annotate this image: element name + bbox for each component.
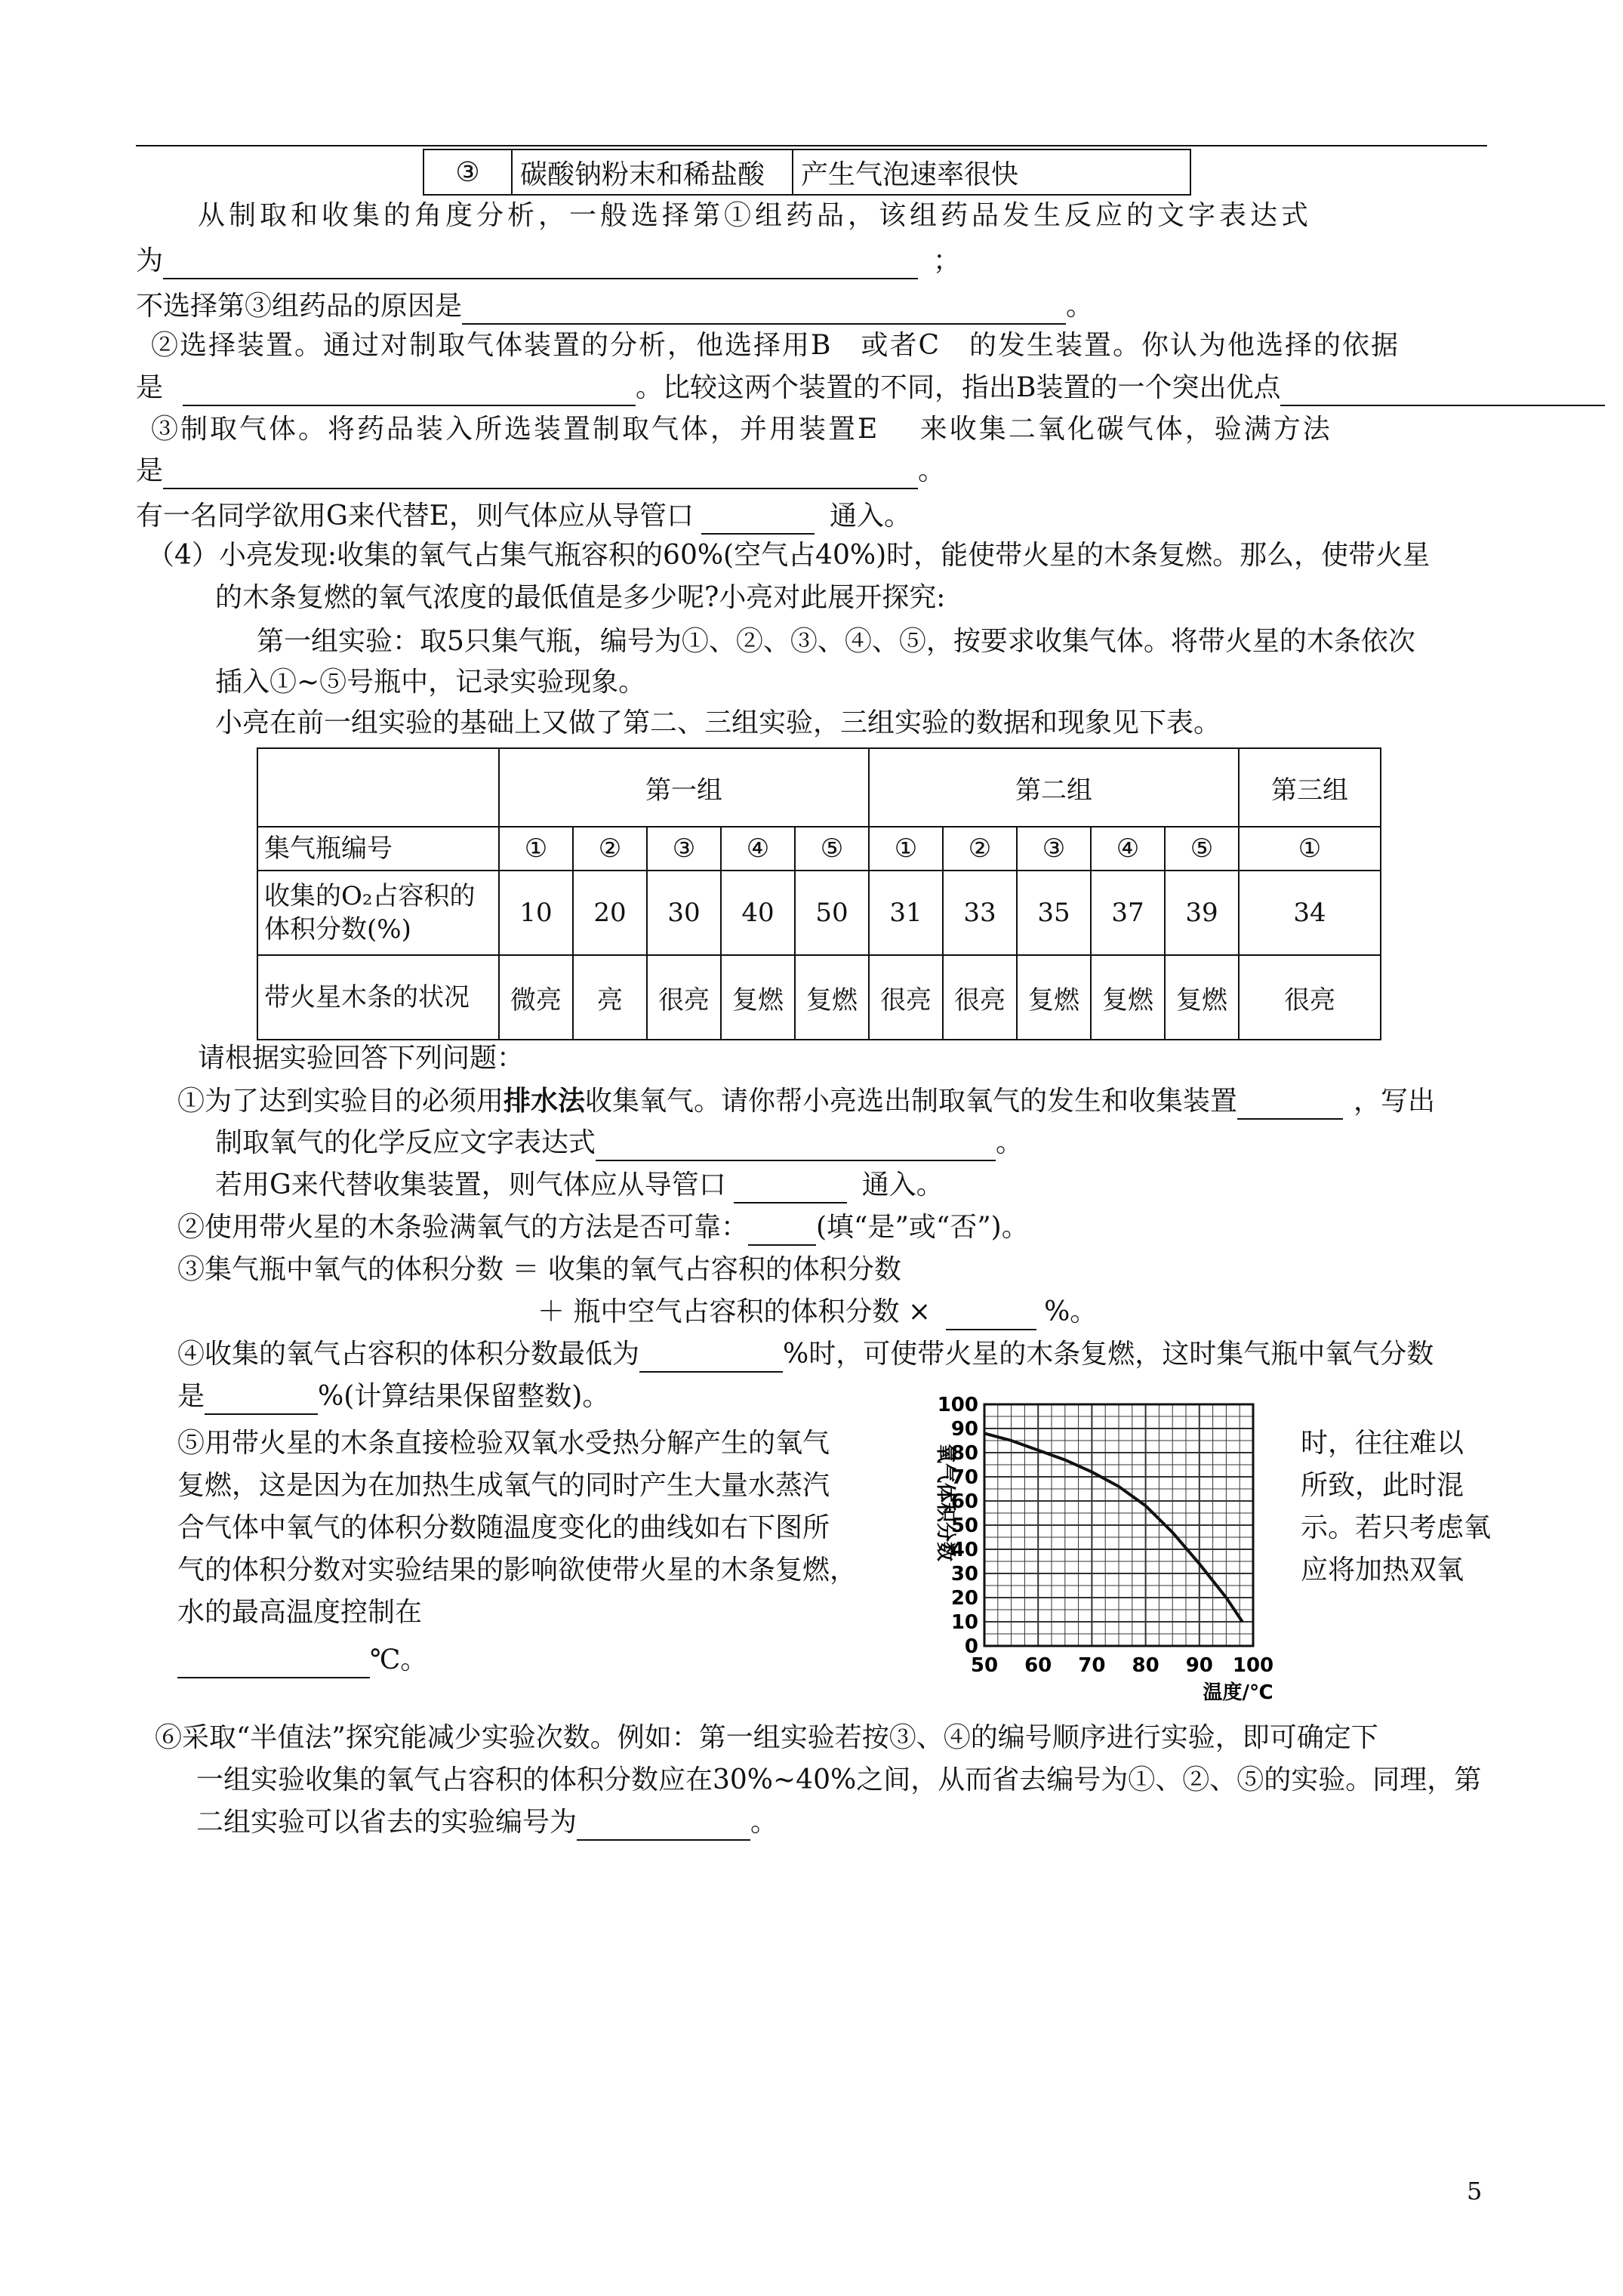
answer-blank[interactable] xyxy=(163,251,918,279)
text-line: ③集气瓶中氧气的体积分数 ＝ 收集的氧气占容积的体积分数 xyxy=(177,1254,901,1285)
text-line: 所致，此时混 xyxy=(1301,1470,1464,1501)
text-line: ⑤用带火星的木条直接检验双氧水受热分解产生的氧气 xyxy=(177,1428,830,1459)
y-tick-label: 50 xyxy=(950,1515,978,1537)
y-tick-label: 30 xyxy=(950,1563,978,1586)
text-line: ＋ 瓶中空气占容积的体积分数 × %。 xyxy=(537,1294,1097,1330)
table-cell: 31 xyxy=(869,871,943,955)
table-cell: ④ xyxy=(1091,827,1165,871)
answer-blank[interactable] xyxy=(596,1133,996,1161)
answer-blank[interactable] xyxy=(1237,1091,1343,1120)
text-line: 是 。 xyxy=(136,453,945,489)
experiment-table xyxy=(257,747,1381,1040)
oxygen-fraction-chart xyxy=(921,1389,1283,1706)
group-header: 第一组 xyxy=(499,748,869,827)
table-cell: 10 xyxy=(499,871,573,955)
x-tick-label: 70 xyxy=(1078,1654,1106,1677)
table-cell: 33 xyxy=(943,871,1017,955)
answer-blank[interactable] xyxy=(946,1302,1036,1330)
text-line: 水的最高温度控制在 xyxy=(177,1597,423,1628)
text-line: 不选择第③组药品的原因是 。 xyxy=(136,288,1093,325)
text-line: ④收集的氧气占容积的体积分数最低为 %时，可使带火星的木条复燃，这时集气瓶中氧气分数 xyxy=(177,1336,1434,1373)
y-tick-label: 80 xyxy=(950,1442,978,1465)
text-line: ③制取气体。将药品装入所选装置制取气体，并用装置E 来收集二氧化碳气体，验满方法 xyxy=(151,414,1332,445)
text-line: 二组实验可以省去的实验编号为 。 xyxy=(196,1804,778,1841)
text-line: （4）小亮发现:收集的氧气占集气瓶容积的60%(空气占40%)时，能使带火星的木条复燃。那么，使带火星 xyxy=(147,540,1431,571)
text-line: 复燃，这是因为在加热生成氧气的同时产生大量水蒸汽 xyxy=(177,1470,830,1501)
table-cell: 40 xyxy=(721,871,795,955)
table-cell: 很亮 xyxy=(1239,955,1381,1040)
table-cell: ③ xyxy=(1017,827,1091,871)
text-line: 从制取和收集的角度分析，一般选择第①组药品，该组药品发生反应的文字表达式 xyxy=(198,200,1313,231)
table-row xyxy=(257,827,1381,871)
table-cell: 50 xyxy=(795,871,869,955)
table-row xyxy=(257,748,1381,827)
x-tick-label: 50 xyxy=(970,1654,999,1677)
text-line: 有一名同学欲用G来代替E，则气体应从导管口 通入。 xyxy=(136,498,911,535)
table-cell: ② xyxy=(943,827,1017,871)
answer-blank[interactable] xyxy=(205,1386,318,1415)
text-line: 的木条复燃的氧气浓度的最低值是多少呢?小亮对此展开探究: xyxy=(215,582,946,613)
series-line xyxy=(984,1433,1243,1622)
reagent-num: ③ xyxy=(423,149,512,195)
y-tick-label: 90 xyxy=(950,1418,978,1441)
text-line: 气的体积分数对实验结果的影响欲使带火星的木条复燃， xyxy=(177,1555,858,1586)
text-line: ℃。 xyxy=(177,1642,427,1678)
x-tick-label: 80 xyxy=(1132,1654,1160,1677)
table-cell: 很亮 xyxy=(943,955,1017,1040)
answer-blank[interactable] xyxy=(462,296,1066,325)
text-line: 是 。比较这两个装置的不同，指出B装置的一个突出优点 xyxy=(136,370,1605,406)
table-cell: 复燃 xyxy=(1017,955,1091,1040)
table-cell: ① xyxy=(499,827,573,871)
row-label: 收集的O₂占容积的体积分数(%) xyxy=(257,871,499,955)
table-cell: 复燃 xyxy=(1091,955,1165,1040)
answer-blank[interactable] xyxy=(177,1650,370,1678)
group-header: 第二组 xyxy=(869,748,1239,827)
text-line: ⑥采取“半值法”探究能减少实验次数。例如：第一组实验若按③、④的编号顺序进行实验，即可确定下 xyxy=(155,1722,1378,1753)
x-tick-label: 60 xyxy=(1024,1654,1052,1677)
table-cell: ① xyxy=(1239,827,1381,871)
text-line: 若用G来代替收集装置，则气体应从导管口 通入。 xyxy=(215,1167,944,1203)
answer-blank[interactable] xyxy=(748,1217,816,1246)
y-tick-label: 100 xyxy=(937,1394,978,1416)
table-cell: 20 xyxy=(573,871,647,955)
answer-blank[interactable] xyxy=(577,1812,750,1841)
text-line: ②使用带火星的木条验满氧气的方法是否可靠： (填“是”或“否”)。 xyxy=(177,1210,1029,1246)
text-line: 为 ； xyxy=(136,243,960,279)
table-cell: 37 xyxy=(1091,871,1165,955)
table-row xyxy=(257,871,1381,955)
page-number: 5 xyxy=(1467,2177,1483,2205)
text-line: 请根据实验回答下列问题： xyxy=(198,1043,525,1074)
text-line: 是 %(计算结果保留整数)。 xyxy=(177,1379,609,1415)
y-axis-label: 氧气体积分数 xyxy=(934,1443,956,1562)
y-tick-label: 20 xyxy=(950,1587,978,1610)
table-cell: 微亮 xyxy=(499,955,573,1040)
table-cell: 39 xyxy=(1165,871,1239,955)
answer-blank[interactable] xyxy=(1280,378,1605,406)
y-tick-label: 40 xyxy=(950,1539,978,1561)
table-cell: 34 xyxy=(1239,871,1381,955)
table-cell: 复燃 xyxy=(795,955,869,1040)
table-row xyxy=(423,149,1190,195)
text-line: ②选择装置。通过对制取气体装置的分析，他选择用B 或者C 的发生装置。你认为他选择的依据 xyxy=(151,330,1400,361)
y-tick-label: 70 xyxy=(950,1466,978,1489)
text-line: 插入①~⑤号瓶中，记录实验现象。 xyxy=(215,667,646,698)
answer-blank[interactable] xyxy=(183,378,636,406)
table-cell: ② xyxy=(573,827,647,871)
table-cell: 35 xyxy=(1017,871,1091,955)
table-cell: 复燃 xyxy=(721,955,795,1040)
text-line: ①为了达到实验目的必须用排水法收集氧气。请你帮小亮选出制取氧气的发生和收集装置 ，写出 xyxy=(177,1083,1435,1120)
text-line: 示。若只考虑氧 xyxy=(1301,1512,1492,1543)
table-cell: 30 xyxy=(647,871,721,955)
reagent-table xyxy=(423,149,1191,196)
text-line: 小亮在前一组实验的基础上又做了第二、三组实验，三组实验的数据和现象见下表。 xyxy=(215,707,1221,738)
table-cell: ① xyxy=(869,827,943,871)
text-line: 合气体中氧气的体积分数随温度变化的曲线如右下图所 xyxy=(177,1512,830,1543)
answer-blank[interactable] xyxy=(701,506,815,535)
y-tick-label: 0 xyxy=(964,1635,978,1658)
table-cell: ④ xyxy=(721,827,795,871)
answer-blank[interactable] xyxy=(639,1344,783,1373)
row-label: 集气瓶编号 xyxy=(257,827,499,871)
reagent-name: 碳酸钠粉末和稀盐酸 xyxy=(512,149,793,195)
text-line: 时，往往难以 xyxy=(1301,1428,1464,1459)
reagent-phenomenon: 产生气泡速率很快 xyxy=(793,149,1190,195)
table-row xyxy=(257,955,1381,1040)
text-line: 一组实验收集的氧气占容积的体积分数应在30%~40%之间，从而省去编号为①、②、⑤的实验。同理，第 xyxy=(196,1764,1482,1795)
y-tick-label: 60 xyxy=(950,1490,978,1513)
x-tick-label: 100 xyxy=(1232,1654,1274,1677)
x-tick-label: 90 xyxy=(1185,1654,1213,1677)
row-label: 带火星木条的状况 xyxy=(257,955,499,1040)
top-rule xyxy=(136,145,1487,146)
table-cell: ⑤ xyxy=(795,827,869,871)
table-cell: ③ xyxy=(647,827,721,871)
answer-blank[interactable] xyxy=(734,1175,847,1203)
answer-blank[interactable] xyxy=(163,461,918,489)
y-tick-label: 10 xyxy=(950,1611,978,1634)
text-line: 应将加热双氧 xyxy=(1301,1555,1464,1586)
table-cell: ⑤ xyxy=(1165,827,1239,871)
table-cell: 亮 xyxy=(573,955,647,1040)
group-header: 第三组 xyxy=(1239,748,1381,827)
text-line: 制取氧气的化学反应文字表达式 。 xyxy=(215,1125,1023,1161)
table-cell: 很亮 xyxy=(647,955,721,1040)
x-axis-label: 温度/℃ xyxy=(1203,1681,1273,1704)
table-cell: 复燃 xyxy=(1165,955,1239,1040)
text-line: 第一组实验：取5只集气瓶，编号为①、②、③、④、⑤，按要求收集气体。将带火星的木条依次 xyxy=(257,626,1415,657)
table-cell: 很亮 xyxy=(869,955,943,1040)
